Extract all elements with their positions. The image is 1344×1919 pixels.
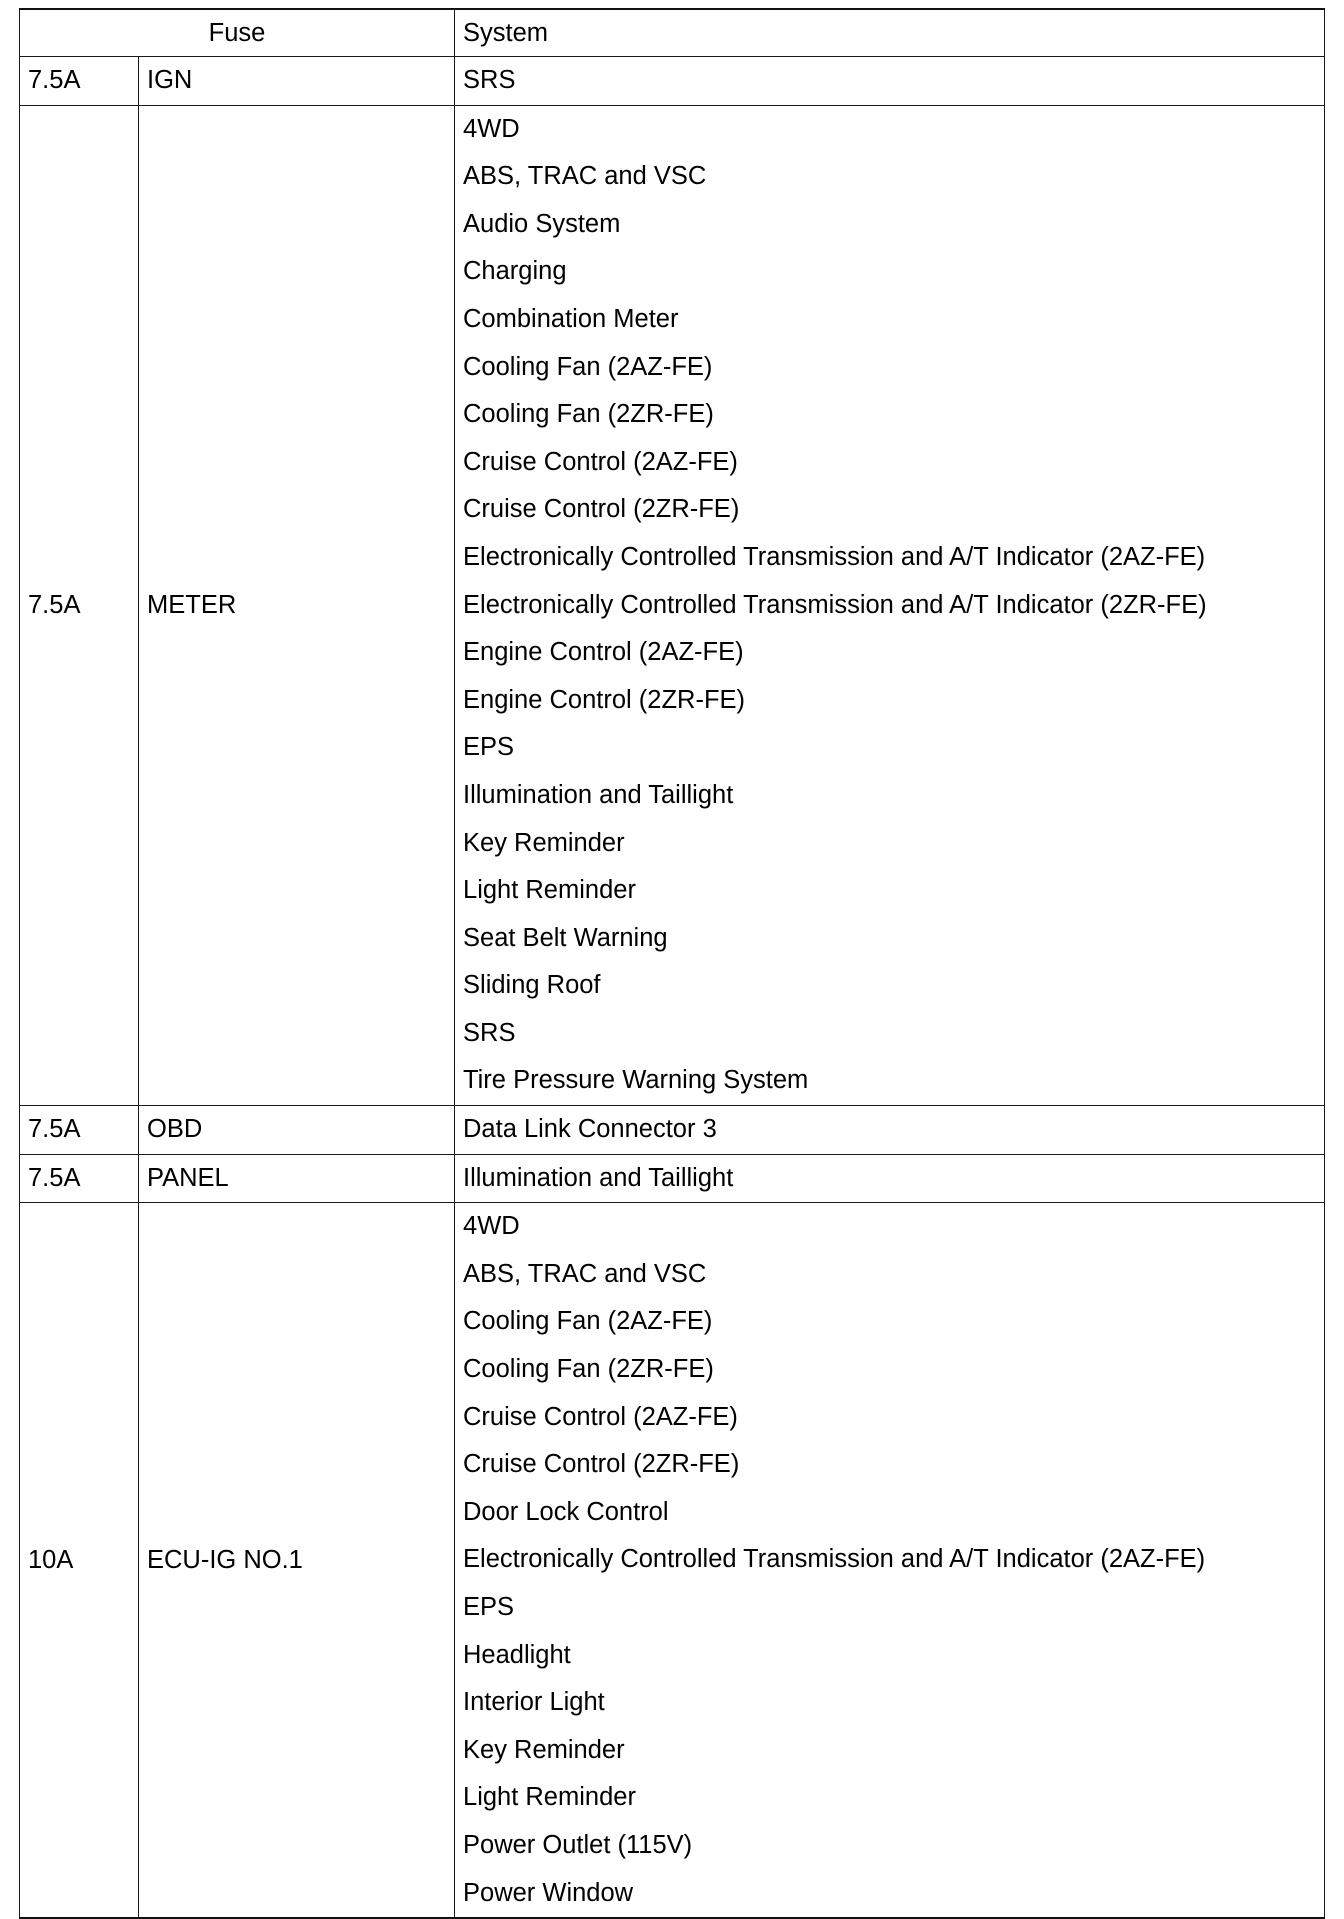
system-item: Cruise Control (2AZ-FE) xyxy=(463,447,738,476)
fuse-amperage: 7.5A xyxy=(20,1106,139,1155)
system-item: ABS, TRAC and VSC xyxy=(463,1259,707,1288)
table-row xyxy=(20,1203,1325,1918)
fuse-amperage: 7.5A xyxy=(20,105,139,1105)
system-item: Cruise Control (2AZ-FE) xyxy=(463,1402,738,1431)
fuse-system-table xyxy=(19,8,1325,1919)
system-cell xyxy=(455,105,1325,1105)
fuse-column-header: Fuse xyxy=(20,9,455,57)
system-item: Cooling Fan (2ZR-FE) xyxy=(463,400,714,429)
system-item: SRS xyxy=(463,1018,516,1047)
system-column-header: System xyxy=(455,9,1325,57)
system-item: 4WD xyxy=(463,1212,520,1241)
system-item: ABS, TRAC and VSC xyxy=(463,162,707,191)
system-item: Charging xyxy=(463,257,567,286)
system-item: Door Lock Control xyxy=(463,1497,669,1526)
system-item: Cruise Control (2ZR-FE) xyxy=(463,1450,740,1479)
table-header-row xyxy=(20,9,1325,57)
system-item: Combination Meter xyxy=(463,304,679,333)
system-cell xyxy=(455,1203,1325,1918)
system-item: Cooling Fan (2AZ-FE) xyxy=(463,1307,713,1336)
system-item: Cruise Control (2ZR-FE) xyxy=(463,495,740,524)
system-item: Electronically Controlled Transmission and A/T Indicator (2AZ-FE) xyxy=(463,542,1206,571)
system-item: Power Window xyxy=(463,1878,634,1907)
fuse-name: IGN xyxy=(139,57,455,106)
system-cell xyxy=(455,1154,1325,1203)
system-item: Tire Pressure Warning System xyxy=(463,1066,809,1095)
fuse-amperage: 10A xyxy=(20,1203,139,1918)
table-row xyxy=(20,57,1325,106)
system-item: Engine Control (2ZR-FE) xyxy=(463,685,746,714)
system-item: Headlight xyxy=(463,1640,571,1669)
system-item: Audio System xyxy=(463,209,621,238)
table-row xyxy=(20,1106,1325,1155)
system-item: Key Reminder xyxy=(463,828,625,857)
system-item: Light Reminder xyxy=(463,876,636,905)
fuse-name: ECU-IG NO.1 xyxy=(139,1203,455,1918)
system-item: Data Link Connector 3 xyxy=(463,1115,717,1144)
system-item: Cooling Fan (2ZR-FE) xyxy=(463,1355,714,1384)
system-item: Electronically Controlled Transmission and A/T Indicator (2ZR-FE) xyxy=(463,590,1207,619)
system-cell xyxy=(455,1106,1325,1155)
system-item: Interior Light xyxy=(463,1688,605,1717)
table-row xyxy=(20,105,1325,1105)
system-item: SRS xyxy=(463,66,516,94)
system-item: Cooling Fan (2AZ-FE) xyxy=(463,352,713,381)
system-item: Power Outlet (115V) xyxy=(463,1830,693,1859)
system-item: Electronically Controlled Transmission and A/T Indicator (2AZ-FE) xyxy=(463,1545,1206,1574)
system-item: Seat Belt Warning xyxy=(463,923,668,952)
table-row xyxy=(20,1154,1325,1203)
fuse-amperage: 7.5A xyxy=(20,1154,139,1203)
system-item: Key Reminder xyxy=(463,1735,625,1764)
fuse-name: OBD xyxy=(139,1106,455,1155)
system-item: Light Reminder xyxy=(463,1783,636,1812)
system-item: Illumination and Taillight xyxy=(463,1163,734,1192)
system-item: Sliding Roof xyxy=(463,971,601,1000)
fuse-name: PANEL xyxy=(139,1154,455,1203)
system-item: EPS xyxy=(463,1593,515,1621)
system-item: 4WD xyxy=(463,114,520,143)
system-item: EPS xyxy=(463,733,515,762)
system-item: Illumination and Taillight xyxy=(463,780,734,809)
system-cell xyxy=(455,57,1325,106)
system-item: Engine Control (2AZ-FE) xyxy=(463,638,744,667)
fuse-amperage: 7.5A xyxy=(20,57,139,106)
fuse-name: METER xyxy=(139,105,455,1105)
